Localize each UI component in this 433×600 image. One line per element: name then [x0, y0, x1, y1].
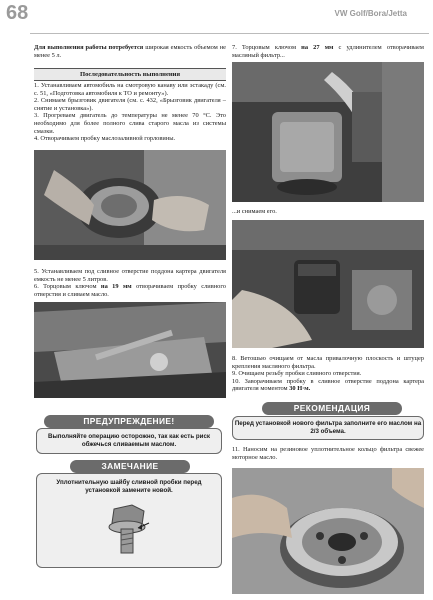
step-heading: Последовательность выполнения [34, 68, 226, 81]
step-3: 3. Прогреваем двигатель до температуры не менее 70 °С. Это необходимо для более полного слива старого масла из системы смазки. [34, 112, 226, 135]
recommendation-banner: РЕКОМЕНДАЦИЯ [262, 402, 402, 415]
right-steps-8-10 [232, 355, 424, 393]
recommendation-text: Перед установкой нового фильтра заполните его маслом на 2/3 объема. [232, 416, 424, 440]
step-11: 11. Наносим на резиновое уплотнительное кольцо фильтра свежее моторное масло. [232, 446, 424, 461]
step-4: 4. Отворачиваем пробку маслозаливной горловины. [34, 135, 176, 143]
step-7: 7. Торцовым ключом на 27 мм с удлинителем отворачиваем масляный фильтр... [232, 44, 424, 59]
drain-plug-picture [94, 499, 164, 559]
intro-rest: широкая емкость объемом не менее 5 л. [34, 44, 226, 59]
step-1: 1. Устанавливаем автомобиль на смотровую канаву или эстакаду (см. с. 51, «Подготовка автомобиля к ТО и ремонту»). [34, 82, 226, 97]
header-rule [30, 33, 429, 34]
left-intro [34, 44, 226, 59]
photo-drain-plug [34, 302, 226, 398]
step-8: 8. Ветошью очищаем от масла привалочную плоскость и штуцер крепления масляного фильтра. [232, 355, 424, 370]
step-2: 2. Снимаем брызговик двигателя (см. с. 432, «Брызговик двигателя – снятие и установка»). [34, 97, 226, 112]
warning-banner: ПРЕДУПРЕЖДЕНИЕ! [44, 415, 214, 428]
step-6: 6. Торцовым ключом на 19 мм отворачиваем пробку сливного отверстия и сливаем масло. [34, 283, 226, 298]
photo-new-filter [232, 468, 424, 594]
intro-bold: Для выполнения работы потребуется [34, 44, 144, 51]
left-steps-1-4 [34, 82, 226, 143]
step-9: 9. Очищаем резьбу пробки сливного отверстия. [232, 370, 362, 378]
step-10: 10. Заворачиваем пробку в сливное отверстие поддона картера двигателя моментом 30 Н·м. [232, 377, 424, 393]
warning-text: Выполняйте операцию осторожно, так как есть риск обжечься сливаемым маслом. [36, 428, 222, 454]
caption-remove: ...и снимаем его. [232, 208, 277, 215]
running-title: VW Golf/Bora/Jetta [334, 9, 407, 18]
left-steps-5-6 [34, 268, 226, 298]
photo-filter-removed [232, 220, 424, 348]
photo-filter-wrench [232, 62, 424, 202]
page-number: 68 [6, 2, 29, 24]
note-banner: ЗАМЕЧАНИЕ [70, 460, 190, 473]
note-text: Уплотнительную шайбу сливной пробки перед установкой замените новой. [56, 479, 202, 494]
photo-filler-cap [34, 150, 226, 260]
page-header [0, 0, 433, 36]
step-5: 5. Устанавливаем под сливное отверстие поддона картера двигателя емкость не менее 5 литров. [34, 268, 226, 283]
note-box [36, 473, 222, 568]
